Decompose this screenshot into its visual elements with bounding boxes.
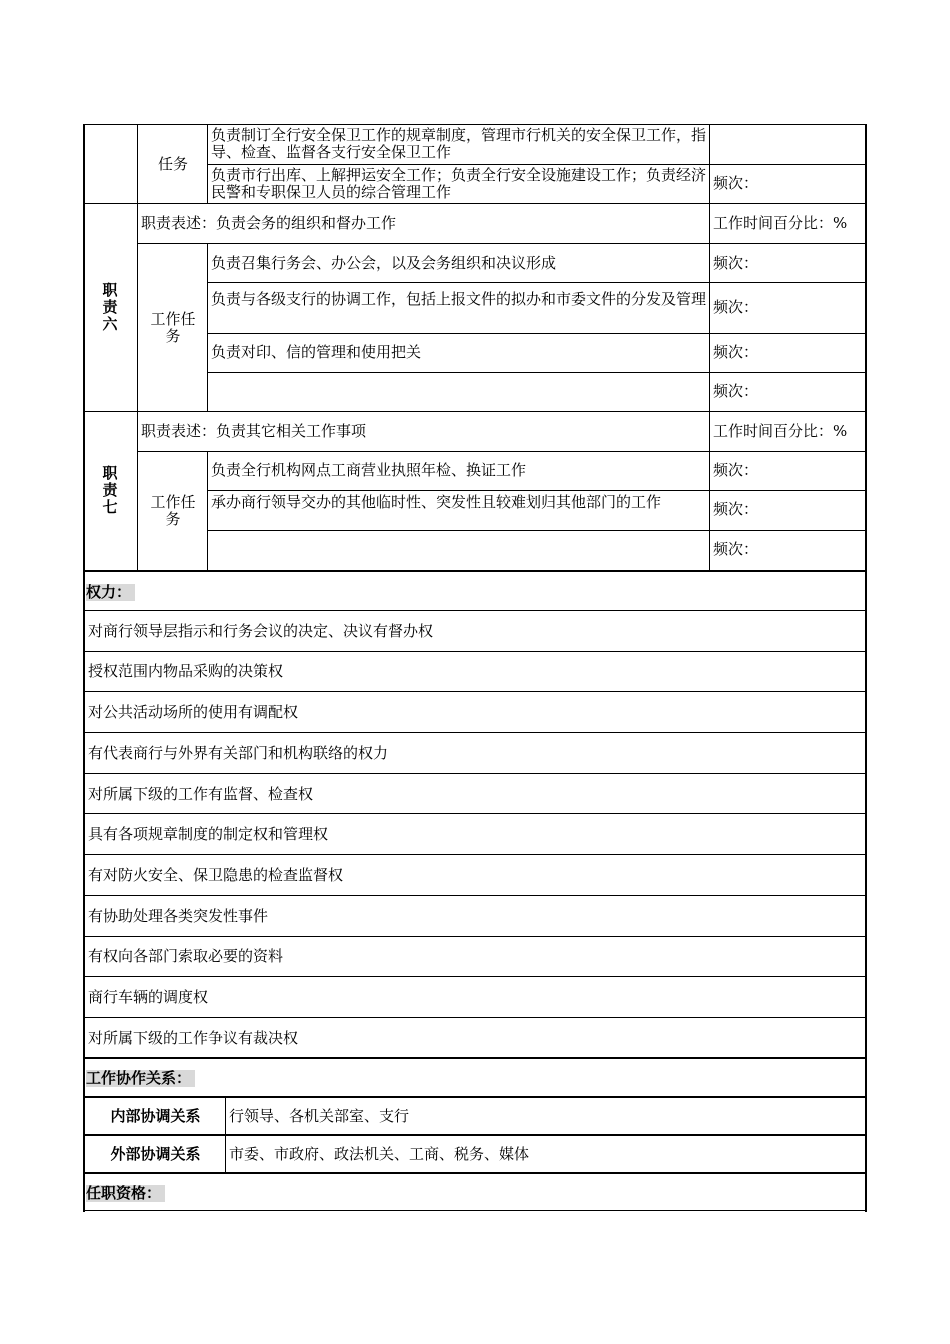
external-coordination-label: 外部协调关系	[110, 1145, 201, 1163]
duty5-task-2: 负责市行出库、上解押运安全工作；负责全行安全设施建设工作；负责经济民警和专职保卫人员的综合管理工作	[211, 166, 707, 201]
power-item: 对所属下级的工作有监督、检查权	[88, 785, 314, 803]
duty6-task-2-freq: 频次：	[713, 298, 759, 316]
power-item: 有对防火安全、保卫隐患的检查监督权	[88, 866, 344, 884]
power-item: 商行车辆的调度权	[88, 988, 209, 1006]
duty7-task-2-freq: 频次：	[713, 500, 759, 518]
duty6-task-4-freq: 频次：	[713, 382, 759, 400]
internal-coordination-label: 内部协调关系	[110, 1107, 201, 1125]
power-item: 授权范围内物品采购的决策权	[88, 662, 284, 680]
duty5-task-label: 任务	[157, 155, 188, 173]
power-item: 有权向各部门索取必要的资料	[88, 947, 284, 965]
duty6-task-3: 负责对印、信的管理和使用把关	[211, 343, 422, 361]
power-item: 对所属下级的工作争议有裁决权	[88, 1029, 299, 1047]
qualification-heading: 任职资格：	[86, 1185, 165, 1202]
external-coordination-value: 市委、市政府、政法机关、工商、税务、媒体	[229, 1145, 530, 1163]
duty5-task-1: 负责制订全行安全保卫工作的规章制度，管理市行机关的安全保卫工作，指导、检查、监督各支行安全保卫工作	[211, 126, 707, 161]
powers-heading: 权力：	[86, 584, 135, 601]
power-item: 有代表商行与外界有关部门和机构联络的权力	[88, 744, 389, 762]
duty7-description: 职责表述：负责其它相关工作事项	[141, 422, 367, 440]
duty6-label: 职责六	[102, 281, 118, 333]
duty7-task-label: 工作任务	[150, 493, 196, 528]
duty6-task-label: 工作任务	[150, 310, 196, 345]
duty6-task-1-freq: 频次：	[713, 254, 759, 272]
power-item: 有协助处理各类突发性事件	[88, 907, 269, 925]
duty6-time-percent: 工作时间百分比：%	[713, 214, 848, 232]
duty6-task-2: 负责与各级支行的协调工作，包括上报文件的拟办和市委文件的分发及管理	[211, 290, 707, 308]
duty6-description: 职责表述：负责会务的组织和督办工作	[141, 214, 397, 232]
duty7-task-3-freq: 频次：	[713, 540, 759, 558]
duty7-time-percent: 工作时间百分比：%	[713, 422, 848, 440]
duty6-task-3-freq: 频次：	[713, 343, 759, 361]
duty7-task-2: 承办商行领导交办的其他临时性、突发性且较难划归其他部门的工作	[211, 493, 662, 511]
cooperation-heading: 工作协作关系：	[86, 1070, 195, 1087]
duty7-label: 职责七	[102, 464, 118, 516]
internal-coordination-value: 行领导、各机关部室、支行	[229, 1107, 410, 1125]
duty5-task-2-freq: 频次：	[713, 174, 759, 192]
duty6-task-1: 负责召集行务会、办公会，以及会务组织和决议形成	[211, 254, 557, 272]
duty7-task-1: 负责全行机构网点工商营业执照年检、换证工作	[211, 461, 527, 479]
power-item: 对商行领导层指示和行务会议的决定、决议有督办权	[88, 622, 434, 640]
duty7-task-1-freq: 频次：	[713, 461, 759, 479]
power-item: 对公共活动场所的使用有调配权	[88, 703, 299, 721]
power-item: 具有各项规章制度的制定权和管理权	[88, 825, 329, 843]
